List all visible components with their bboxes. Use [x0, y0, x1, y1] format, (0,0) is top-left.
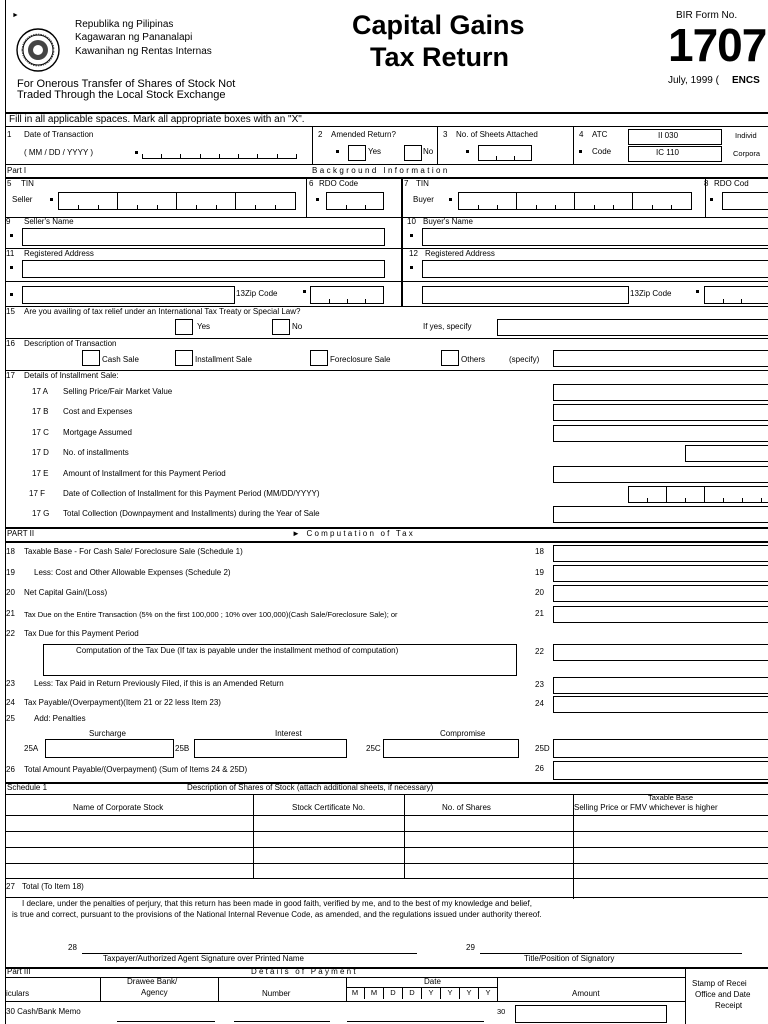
item19-ref: 19: [535, 568, 544, 577]
cash-bank-memo-label: 30 Cash/Bank Memo: [6, 1007, 81, 1016]
agency-line-1: Republika ng Pilipinas: [75, 19, 174, 30]
item17a-code: 17 A: [32, 387, 49, 396]
item4-label: ATC: [592, 130, 608, 139]
installments-count-field[interactable]: [685, 445, 768, 462]
item25a-ref: 25A: [24, 744, 39, 753]
schedule1-col-stock: Name of Corporate Stock: [73, 803, 164, 812]
others-checkbox[interactable]: [441, 350, 459, 366]
seller-rdo-field[interactable]: [326, 192, 384, 210]
item9-label: Seller's Name: [24, 217, 74, 226]
item30-ref: 30: [497, 1007, 506, 1016]
declaration-line-1: I declare, under the penalties of perjury, that this return has been made in good faith, verified by me, and to the best of my knowledge and belief,: [22, 899, 532, 908]
part2-label: PART II: [7, 529, 35, 538]
date-letter: M: [365, 987, 384, 999]
installment-sale-checkbox[interactable]: [175, 350, 193, 366]
others-specify-label: (specify): [509, 355, 540, 364]
form-encs: ENCS: [732, 75, 760, 86]
item9-number: 9: [6, 217, 11, 226]
schedule1-col-shares: No. of Shares: [442, 803, 491, 812]
tax-due-period-field[interactable]: [553, 644, 768, 661]
others-specify-field[interactable]: [553, 350, 768, 367]
item7-number: 7: [404, 179, 409, 188]
item19-number: 19: [6, 568, 15, 577]
installment-amount-field[interactable]: [553, 466, 768, 483]
item6-number: 6: [309, 179, 314, 188]
item18-number: 18: [6, 547, 15, 556]
total-amount-payable-field[interactable]: [553, 761, 768, 780]
date-letter: M: [346, 987, 365, 999]
treaty-no-checkbox[interactable]: [272, 319, 290, 335]
item8-number: 8: [704, 179, 709, 188]
item17d-code: 17 D: [32, 448, 49, 457]
item27-number: 27: [6, 882, 15, 891]
item10-label: Buyer's Name: [423, 217, 473, 226]
amended-no-label: No: [423, 147, 434, 156]
interest-label: Interest: [275, 729, 302, 738]
treaty-yes-label: Yes: [197, 322, 211, 331]
item7-role: Buyer: [413, 195, 434, 204]
item25c-ref: 25C: [366, 744, 381, 753]
item1-format: ( MM / DD / YYYY ): [24, 148, 94, 157]
compromise-label: Compromise: [440, 729, 486, 738]
tax-due-entire-field[interactable]: [553, 606, 768, 623]
item5-label: TIN: [21, 179, 34, 188]
item7-label: TIN: [416, 179, 429, 188]
particulars-header: iculars: [6, 989, 30, 998]
item11-number: 11: [6, 249, 15, 258]
date-letter-row: [346, 987, 497, 999]
date-letter: D: [384, 987, 403, 999]
item18-label: Taxable Base - For Cash Sale/ Foreclosure Sale (Schedule 1): [24, 547, 243, 556]
item17f-label: Date of Collection of Installment for this Payment Period (MM/DD/YYYY): [63, 489, 320, 498]
item11-label: Registered Address: [24, 249, 94, 258]
item24-label: Tax Payable/(Overpayment)(Item 21 or 22 less Item 23): [24, 698, 221, 707]
buyer-address-line2-field[interactable]: [422, 286, 629, 304]
tax-paid-previously-field[interactable]: [553, 677, 768, 694]
number-header: Number: [262, 989, 291, 998]
total-collection-field[interactable]: [553, 506, 768, 523]
cost-expenses-field[interactable]: [553, 404, 768, 421]
schedule1-row[interactable]: [5, 831, 768, 847]
treaty-specify-field[interactable]: [497, 319, 768, 336]
item5-number: 5: [7, 179, 12, 188]
date-header: Date: [424, 977, 441, 986]
item27-label: Total (To Item 18): [22, 882, 84, 891]
form-subtitle-line-2: Traded Through the Local Stock Exchange: [17, 89, 226, 101]
item17-label: Details of Installment Sale:: [24, 371, 119, 380]
item17d-label: No. of installments: [63, 448, 129, 457]
number-field[interactable]: [234, 1021, 330, 1022]
selling-price-field[interactable]: [553, 384, 768, 401]
mortgage-assumed-field[interactable]: [553, 425, 768, 442]
buyer-address-field[interactable]: [422, 260, 768, 278]
item21-number: 21: [6, 609, 15, 618]
installment-sale-label: Installment Sale: [195, 355, 252, 364]
schedule1-label: Schedule 1: [7, 783, 48, 792]
others-label: Others: [461, 355, 486, 364]
item1-number: 1: [7, 130, 12, 139]
item22-inner-label: Computation of the Tax Due (If tax is payable under the installment method of computation): [76, 646, 399, 655]
schedule1-row[interactable]: [5, 847, 768, 863]
item25b-ref: 25B: [175, 744, 190, 753]
item20-number: 20: [6, 588, 15, 597]
item15-label: Are you availing of tax relief under an International Tax Treaty or Special Law?: [24, 307, 301, 316]
buyer-zip-field[interactable]: [704, 286, 768, 304]
buyer-rdo-field[interactable]: [722, 192, 768, 210]
item17-number: 17: [6, 371, 15, 380]
item29-number: 29: [466, 943, 475, 952]
item20-label: Net Capital Gain/(Loss): [24, 588, 108, 597]
schedule1-row[interactable]: [5, 815, 768, 831]
date-field[interactable]: [347, 1021, 484, 1022]
item8-label: RDO Cod: [714, 179, 749, 188]
item17b-label: Cost and Expenses: [63, 407, 133, 416]
date-letter: Y: [460, 987, 479, 999]
item17e-code: 17 E: [32, 469, 49, 478]
instructions-text: Fill in all applicable spaces. Mark all appropriate boxes with an "X".: [9, 114, 305, 125]
net-capital-gain-field[interactable]: [553, 585, 768, 602]
form-number: 1707: [668, 19, 767, 71]
item17f-code: 17 F: [29, 489, 46, 498]
atc-code-corporate: IC 110: [656, 148, 679, 157]
date-letter: Y: [485, 988, 491, 997]
bir-seal-logo: [16, 28, 60, 72]
item3-label: No. of Sheets Attached: [456, 130, 538, 139]
item13-label: Zip Code: [245, 289, 278, 298]
item24-number: 24: [6, 698, 15, 707]
item17g-label: Total Collection (Downpayment and Installments) during the Year of Sale: [63, 509, 320, 518]
cash-sale-label: Cash Sale: [102, 355, 139, 364]
compromise-field[interactable]: [383, 739, 519, 758]
schedule1-title: Description of Shares of Stock (attach additional sheets, if necessary): [187, 783, 434, 792]
item6-label: RDO Code: [319, 179, 359, 188]
item23-label: Less: Tax Paid in Return Previously Filed, if this is an Amended Return: [34, 679, 284, 688]
form-date: July, 1999 (: [668, 75, 719, 86]
item15-number: 15: [6, 307, 15, 316]
item1-label: Date of Transaction: [24, 130, 94, 139]
item22-number: 22: [6, 629, 15, 638]
stamp-label-1: Stamp of Recei: [692, 979, 747, 988]
seller-address-line2-field[interactable]: [22, 286, 235, 304]
item25d-ref: 25D: [535, 744, 550, 753]
treaty-no-label: No: [292, 322, 303, 331]
declaration-line-2: is true and correct, pursuant to the provisions of the National Internal Revenue Code, as amended, and the regulations issued under authority thereof.: [12, 910, 542, 919]
arrow-marker: ►: [12, 12, 19, 19]
part2-title: ► Computation of Tax: [292, 529, 415, 538]
schedule1-row[interactable]: [5, 863, 768, 878]
item22-ref: 22: [535, 647, 544, 656]
stamp-label-2: Office and Date: [695, 990, 751, 999]
item17g-code: 17 G: [32, 509, 50, 518]
amount-header: Amount: [572, 989, 600, 998]
item12-label: Registered Address: [425, 249, 495, 258]
item5-role: Seller: [12, 195, 33, 204]
cost-allowable-field[interactable]: [553, 565, 768, 582]
item3-number: 3: [443, 130, 448, 139]
seller-tin-field[interactable]: [58, 192, 296, 210]
amended-yes-label: Yes: [368, 147, 382, 156]
item16-label: Description of Transaction: [24, 339, 117, 348]
seller-name-field[interactable]: [22, 228, 385, 246]
item28-number: 28: [68, 943, 77, 952]
item24-ref: 24: [535, 699, 544, 708]
total-penalties-field[interactable]: [553, 739, 768, 758]
date-letter: Y: [422, 987, 441, 999]
agency-line-3: Kawanihan ng Rentas Internas: [75, 46, 212, 57]
seller-zip-field[interactable]: [310, 286, 384, 304]
cash-amount-field[interactable]: [515, 1005, 667, 1023]
atc-corporate-label: Corpora: [733, 149, 761, 158]
atc-code-individual: II 030: [658, 131, 679, 140]
item22-label: Tax Due for this Payment Period: [24, 629, 139, 638]
item16-number: 16: [6, 339, 15, 348]
atc-individual-label: Individ: [735, 131, 757, 140]
amended-no-checkbox[interactable]: [404, 145, 422, 161]
item12-number: 12: [409, 249, 418, 258]
item26-number: 26: [6, 765, 15, 774]
seller-address-field[interactable]: [22, 260, 385, 278]
item14-number: 13: [630, 289, 639, 298]
schedule1-col-selling-price: Selling Price or FMV whichever is higher: [574, 803, 718, 812]
schedule1-col-certificate: Stock Certificate No.: [292, 803, 365, 812]
form-subtitle-line-1: For Onerous Transfer of Shares of Stock Not: [17, 78, 236, 90]
item2-number: 2: [318, 130, 323, 139]
item19-label: Less: Cost and Other Allowable Expenses (Schedule 2): [34, 568, 231, 577]
item25-label: Add: Penalties: [34, 714, 86, 723]
surcharge-label: Surcharge: [89, 729, 126, 738]
buyer-tin-field[interactable]: [458, 192, 692, 210]
part1-title: Background Information: [312, 166, 450, 175]
agency-line-2: Kagawaran ng Pananalapi: [75, 32, 193, 43]
item26-label: Total Amount Payable/(Overpayment) (Sum of Items 24 & 25D): [24, 765, 248, 774]
item13-number: 13: [236, 289, 245, 298]
cash-sale-checkbox[interactable]: [82, 350, 100, 366]
date-of-transaction-field[interactable]: [142, 147, 297, 159]
item17e-label: Amount of Installment for this Payment Period: [63, 469, 226, 478]
item18-ref: 18: [535, 547, 544, 556]
buyer-name-field[interactable]: [422, 228, 768, 246]
drawee-bank-header-2: Agency: [141, 988, 168, 997]
item23-number: 23: [6, 679, 15, 688]
item21-ref: 21: [535, 609, 544, 618]
item25-number: 25: [6, 714, 15, 723]
part3-title: Details of Payment: [251, 967, 358, 976]
foreclosure-sale-label: Foreclosure Sale: [330, 355, 391, 364]
treaty-specify-label: If yes, specify: [423, 322, 472, 331]
item17a-label: Selling Price/Fair Market Value: [63, 387, 173, 396]
stamp-label-3: Receipt: [715, 1001, 743, 1010]
title-position-label: Title/Position of Signatory: [524, 954, 615, 963]
taxable-base-field[interactable]: [553, 545, 768, 562]
item21-label: Tax Due on the Entire Transaction (5% on the first 100,000 ; 10% over 100,000)(Cash Sale/Foreclosure Sale); or: [24, 610, 398, 619]
item23-ref: 23: [535, 680, 544, 689]
form-title-line-1: Capital Gains: [352, 10, 525, 40]
collection-date-field[interactable]: [628, 486, 768, 503]
form-title-line-2: Tax Return: [370, 42, 510, 72]
schedule1-col-taxable-base: Taxable Base: [648, 793, 694, 802]
treaty-yes-checkbox[interactable]: [175, 319, 193, 335]
drawee-bank-header-1: Drawee Bank/: [127, 977, 178, 986]
sheets-attached-field[interactable]: [478, 145, 532, 161]
item17b-code: 17 B: [32, 407, 49, 416]
amended-yes-checkbox[interactable]: [348, 145, 366, 161]
schedule1-total-field[interactable]: [574, 879, 768, 897]
form-label: BIR Form No.: [676, 10, 738, 21]
date-letter: D: [403, 987, 422, 999]
surcharge-field[interactable]: [45, 739, 174, 758]
drawee-bank-field[interactable]: [117, 1021, 215, 1022]
tax-payable-field[interactable]: [553, 696, 768, 713]
item20-ref: 20: [535, 588, 544, 597]
interest-field[interactable]: [194, 739, 347, 758]
signature-label: Taxpayer/Authorized Agent Signature over Printed Name: [103, 954, 305, 963]
foreclosure-sale-checkbox[interactable]: [310, 350, 328, 366]
item2-label: Amended Return?: [331, 130, 396, 139]
item17c-code: 17 C: [32, 428, 49, 437]
part1-label: Part I: [7, 166, 27, 175]
part3-label: Part III: [7, 967, 31, 976]
date-letter: Y: [441, 987, 460, 999]
item17c-label: Mortgage Assumed: [63, 428, 132, 437]
item4-code-label: Code: [592, 147, 612, 156]
item4-number: 4: [579, 130, 584, 139]
item10-number: 10: [407, 217, 416, 226]
item14-label: Zip Code: [639, 289, 672, 298]
item26-ref: 26: [535, 764, 544, 773]
